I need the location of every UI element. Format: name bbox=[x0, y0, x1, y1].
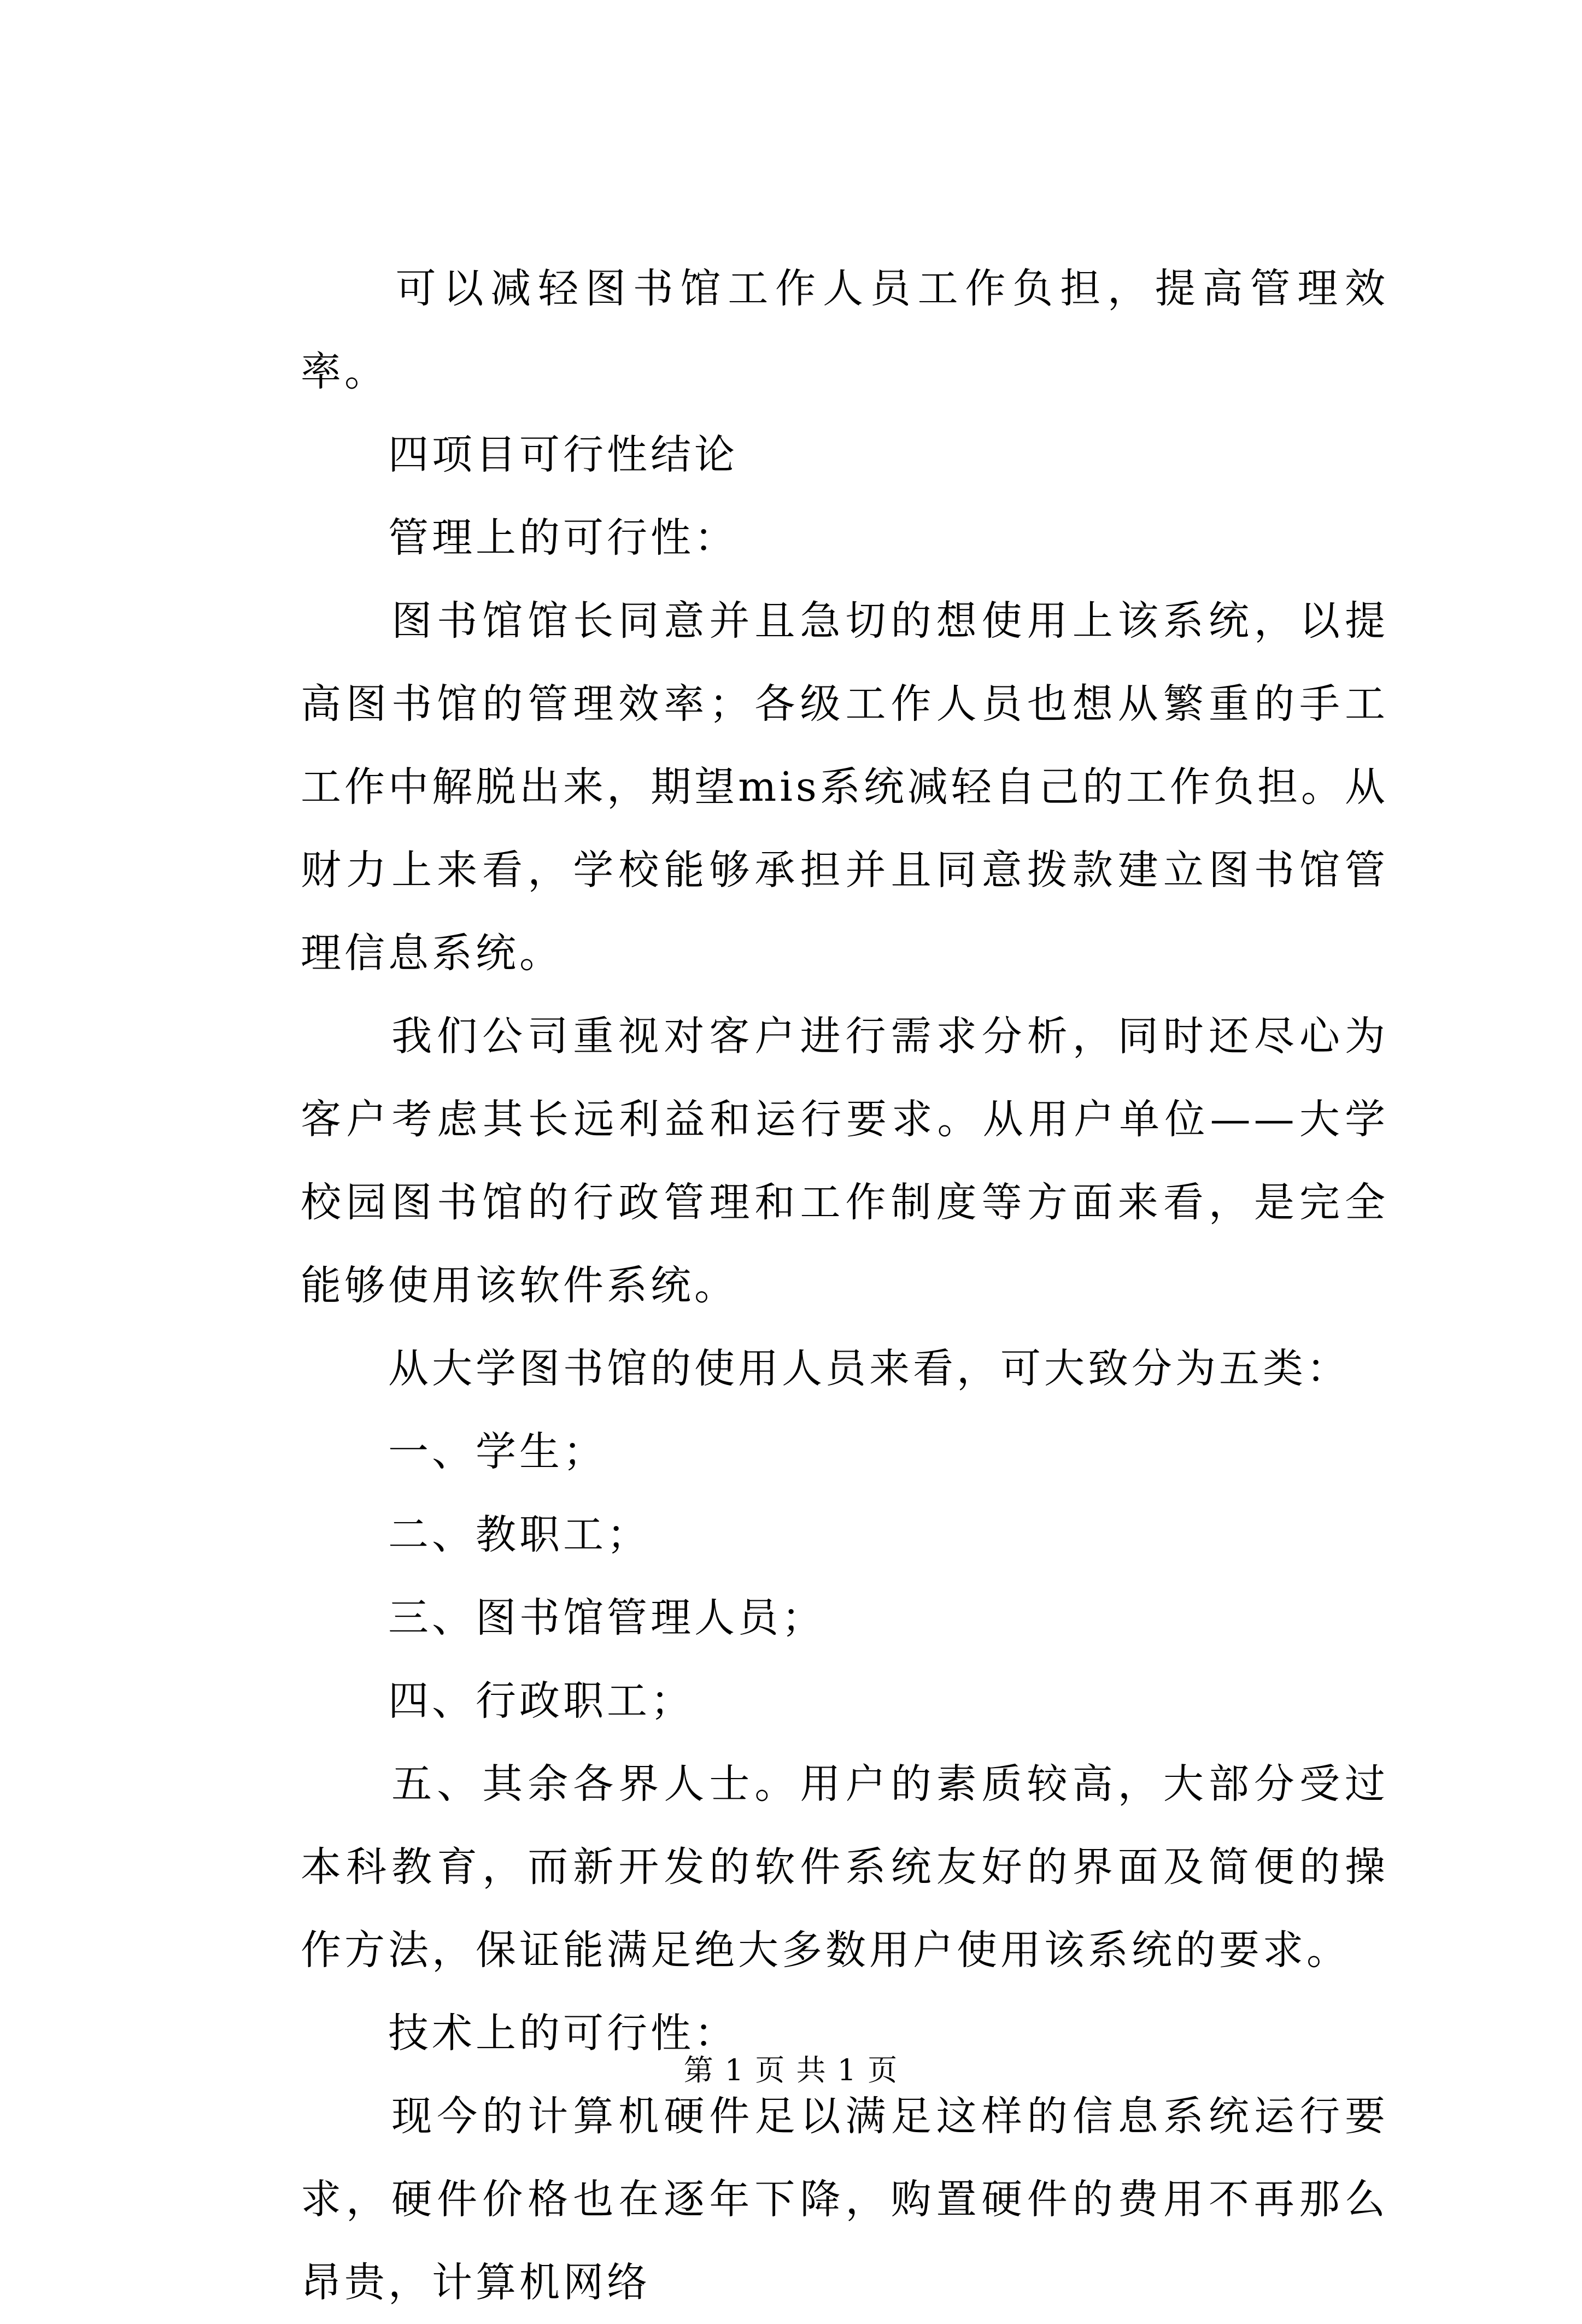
list-item-others: 五、其余各界人士。用户的素质较高，大部分受过本科教育，而新开发的软件系统友好的界面及简便的操作方法，保证能满足绝大多数用户使用该系统的要求。 bbox=[301, 1760, 1388, 1974]
paragraph-users-intro: 从大学图书馆的使用人员来看，可大致分为五类： bbox=[301, 1345, 1350, 1392]
subheading-technical: 技术上的可行性： bbox=[301, 2010, 738, 2057]
section-heading: 四项目可行性结论 bbox=[301, 431, 738, 478]
paragraph-1: 可以减轻图书馆工作人员工作负担，提高管理效率。 bbox=[301, 265, 1388, 395]
list-item-admin: 四、行政职工； bbox=[301, 1677, 694, 1724]
paragraph-company: 我们公司重视对客户进行需求分析，同时还尽心为客户考虑其长远利益和运行要求。从用户单位——大学校园图书馆的行政管理和工作制度等方面来看，是完全能够使用该软件系统。 bbox=[301, 1013, 1388, 1309]
paragraph-technical: 现今的计算机硬件足以满足这样的信息系统运行要求，硬件价格也在逐年下降，购置硬件的费用不再那么昂贵，计算机网络 bbox=[301, 2093, 1388, 2306]
subheading-management: 管理上的可行性： bbox=[301, 514, 738, 561]
list-item-staff: 二、教职工； bbox=[301, 1511, 651, 1558]
document-body bbox=[301, 247, 1388, 2324]
page-footer: 第 1 页 共 1 页 bbox=[683, 2053, 899, 2087]
list-item-students: 一、学生； bbox=[301, 1428, 607, 1475]
list-item-librarians: 三、图书馆管理人员； bbox=[301, 1594, 825, 1641]
paragraph-management: 图书馆馆长同意并且急切的想使用上该系统，以提高图书馆的管理效率；各级工作人员也想从繁重的手工工作中解脱出来，期望mis系统减轻自己的工作负担。从财力上来看，学校能够承担并且同意拨款建立图书馆管理信息系统。 bbox=[301, 597, 1388, 977]
